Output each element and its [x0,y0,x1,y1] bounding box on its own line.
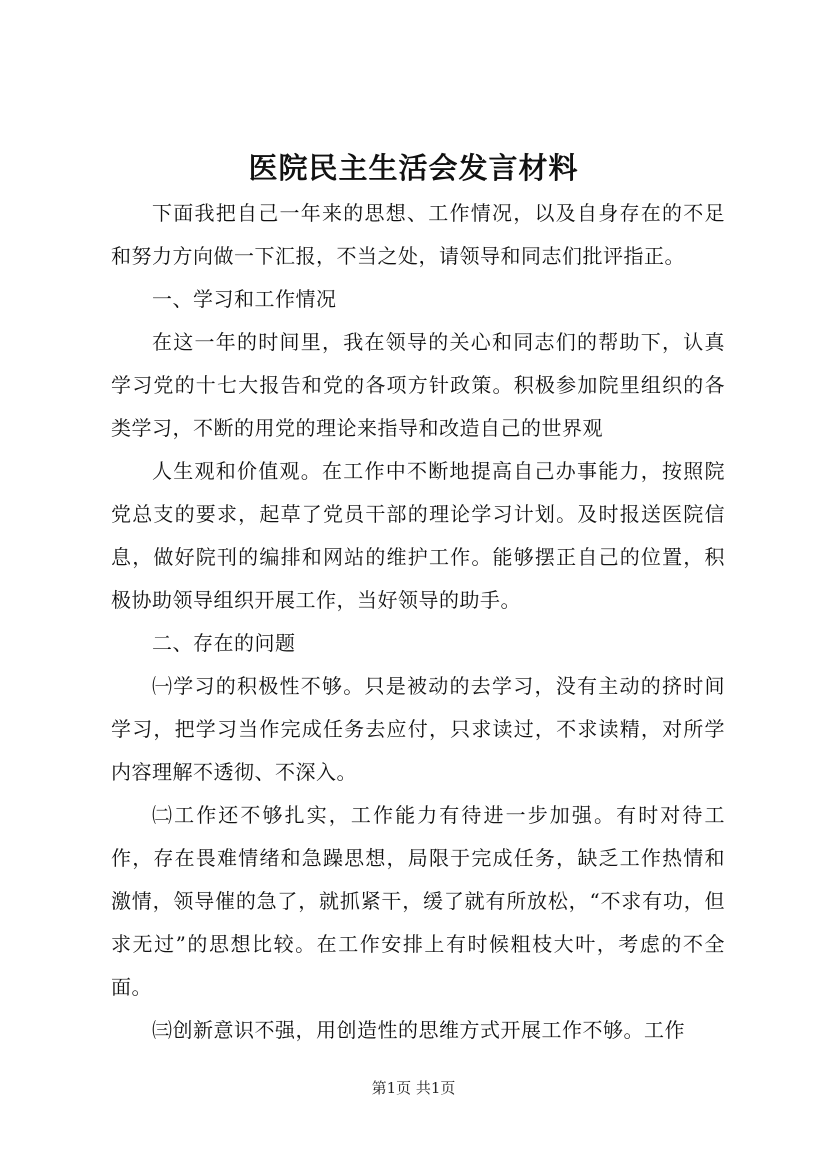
paragraph-problem-3: ㈢创新意识不强，用创造性的思维方式开展工作不够。工作 [152,1018,685,1042]
document-title: 医院民主生活会发言材料 [248,151,579,185]
section-heading-study-work: 一、学习和工作情况 [152,287,337,311]
document-body [111,192,725,1052]
paragraph-study-work: 在这一年的时间里，我在领导的关心和同志们的帮助下，认真学习党的十七大报告和党的各项方针政策。积极参加院里组织的各类学习，不断的用党的理论来指导和改造自己的世界观 [111,330,725,440]
section-heading-problems: 二、存在的问题 [152,631,296,655]
paragraph-problem-1: ㈠学习的积极性不够。只是被动的去学习，没有主动的挤时间学习，把学习当作完成任务去应付，只求读过，不求读精，对所学内容理解不透彻、不深入。 [111,674,725,784]
paragraph-intro: 下面我把自己一年来的思想、工作情况，以及自身存在的不足和努力方向做一下汇报，不当之处，请领导和同志们批评指正。 [111,201,725,268]
paragraph-study-work-continued: 人生观和价值观。在工作中不断地提高自己办事能力，按照院党总支的要求，起草了党员干部的理论学习计划。及时报送医院信息，做好院刊的编排和网站的维护工作。能够摆正自己的位置，积极协助领导组织开展工作，当好领导的助手。 [111,459,725,612]
paragraph-problem-2: ㈡工作还不够扎实，工作能力有待进一步加强。有时对待工作，存在畏难情绪和急躁思想，局限于完成任务，缺乏工作热情和激情，领导催的急了，就抓紧干，缓了就有所放松，“不求有功，但求无过”的思想比较。在工作安排上有时候粗枝大叶，考虑的不全面。 [111,803,725,999]
page-footer: 第1页 共1页 [371,1079,456,1097]
